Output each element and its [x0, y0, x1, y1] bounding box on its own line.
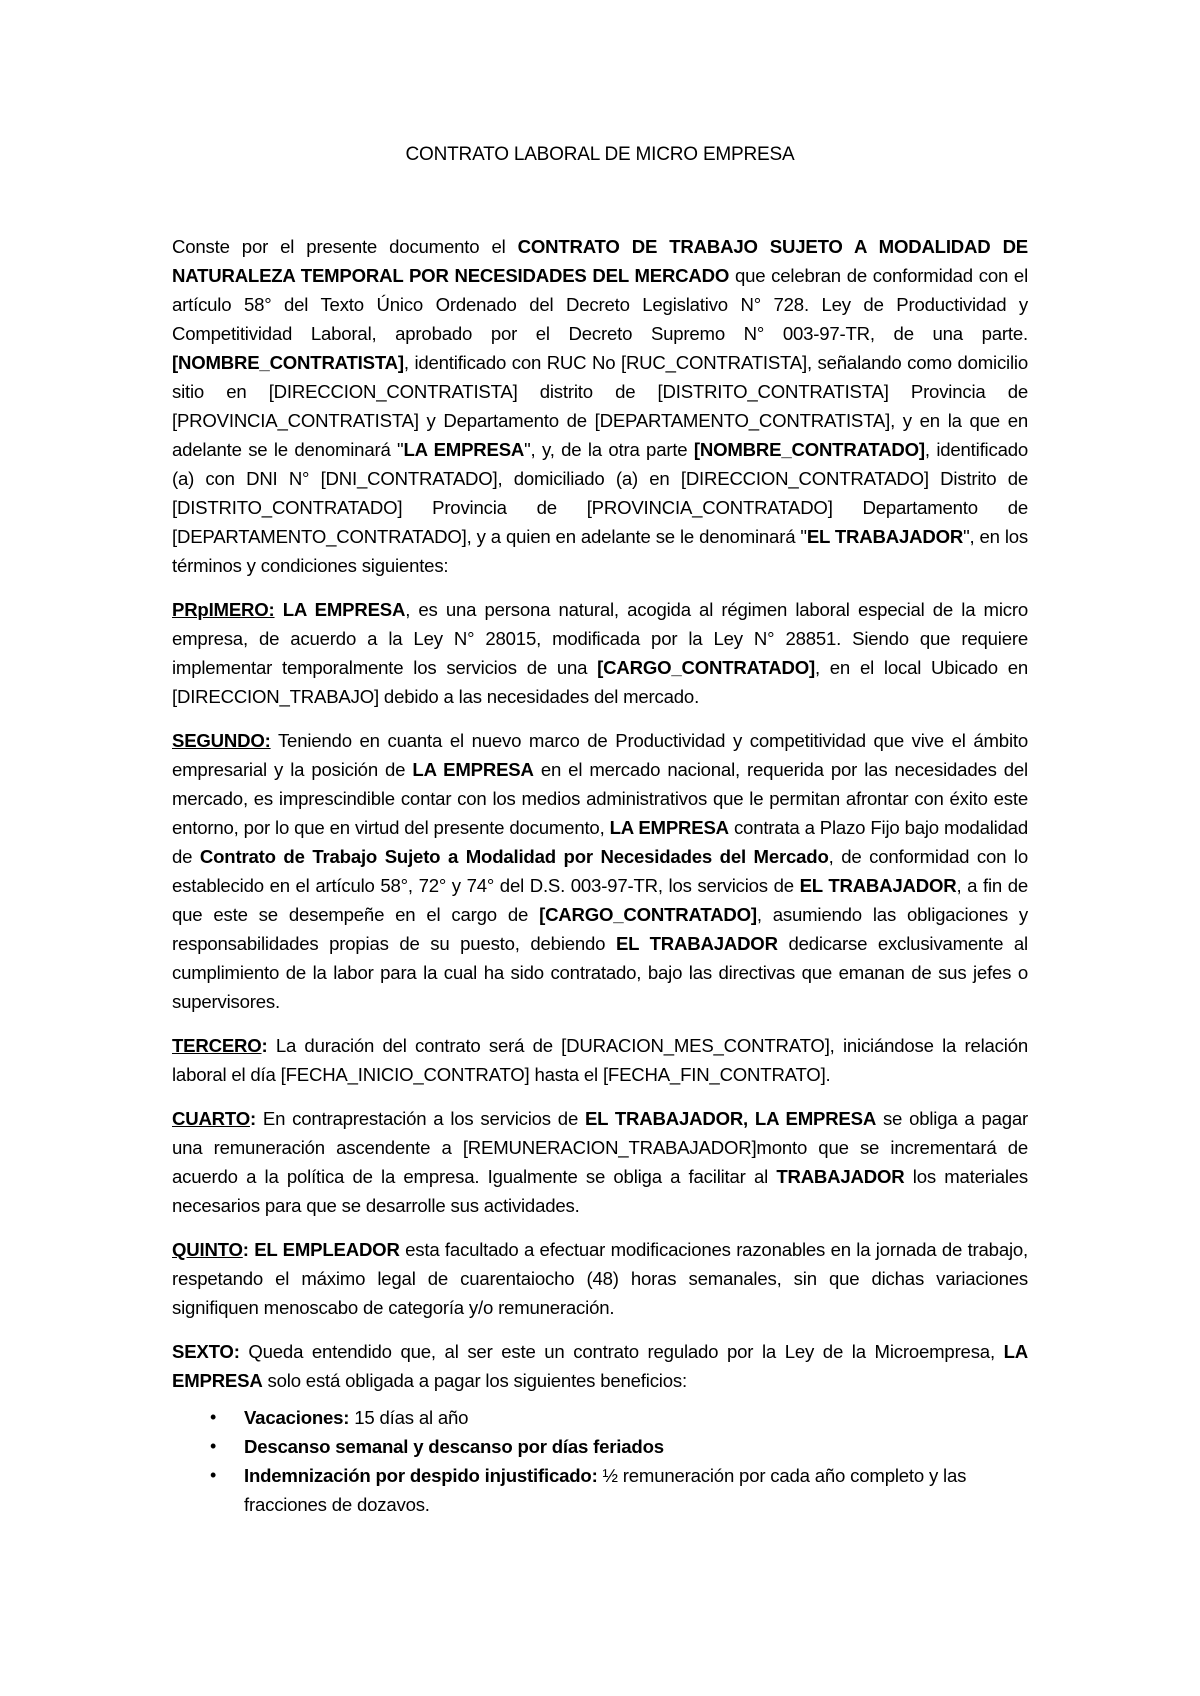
clause-primero-bold-2: [CARGO_CONTRATADO] [597, 657, 815, 678]
benefit-text: ½ remuneración por cada año completo y las fracciones de dozavos. [244, 1465, 967, 1515]
benefit-label: Descanso semanal y descanso por días feriados [244, 1436, 664, 1457]
clause-primero-text-1: , es una persona natural, acogida al régimen laboral especial de la micro empresa, de acuerdo a la Ley N° 28015, modificada por la Ley N° 28851. Siendo que requiere implementar temporalmente los servicios de una [172, 599, 1029, 678]
clause-cuarto [172, 1104, 1028, 1220]
bullet-icon: • [210, 1465, 217, 1485]
document-title: CONTRATO LABORAL DE MICRO EMPRESA [405, 144, 795, 165]
list-item [210, 1432, 1028, 1461]
clause-sexto-bold-1: LA EMPRESA [172, 1341, 1028, 1391]
clause-cuarto-heading: CUARTO [172, 1108, 250, 1129]
el-trabajador-bold: EL TRABAJADOR [806, 526, 964, 547]
clause-sexto-heading: SEXTO: [172, 1341, 240, 1362]
clause-primero-text-2: , en el local Ubicado en [DIRECCION_TRABAJO] debido a las necesidades del mercado. [172, 657, 1028, 707]
clause-segundo-bold-4: EL TRABAJADOR [799, 875, 957, 896]
clause-quinto-bold-1: EL EMPLEADOR [254, 1239, 400, 1260]
benefit-label: Indemnización por despido injustificado: [244, 1465, 598, 1486]
clause-segundo-bold-2: LA EMPRESA [609, 817, 729, 838]
clause-sexto-text-2: solo está obligada a pagar los siguientes beneficios: [262, 1370, 687, 1391]
clause-quinto-colon: : [242, 1239, 255, 1260]
clause-segundo-bold-3: Contrato de Trabajo Sujeto a Modalidad por Necesidades del Mercado [199, 846, 829, 867]
clause-cuarto-text-2: se obliga a pagar una remuneración ascendente a [REMUNERACION_TRABAJADOR]monto que se incrementará de acuerdo a la política de la empresa. Igualmente se obliga a facilitar al [172, 1108, 1028, 1187]
clause-segundo [172, 726, 1028, 1016]
benefit-text: 15 días al año [349, 1407, 469, 1428]
bullet-icon: • [210, 1436, 217, 1456]
intro-text-5: , identificado (a) con DNI N° [DNI_CONTRATADO], domiciliado (a) en [DIRECCION_CONTRATADO] Distrito de [DISTRITO_CONTRATADO] Provincia de [PROVINCIA_CONTRATADO] Departamento de [DEPARTAMENTO_CONTRATADO], y a quien en adelante se le denominará " [172, 439, 1028, 547]
clause-segundo-text-2: en el mercado nacional, requerida por las necesidades del mercado, es imprescindible contar con los medios administrativos que le permitan afrontar con éxito este entorno, por lo que en virtud del presente documento, [172, 759, 1028, 838]
contract-type-bold: CONTRATO DE TRABAJO SUJETO A MODALIDAD DE NATURALEZA TEMPORAL POR NECESIDADES DEL MERCADO [172, 236, 1029, 286]
benefits-list [172, 1403, 1028, 1519]
intro-text-4: ", y, de la otra parte [524, 439, 694, 460]
contracted-name-placeholder: [NOMBRE_CONTRATADO] [693, 439, 925, 460]
intro-text-6: ", en los términos y condiciones siguientes: [172, 526, 1029, 576]
clause-tercero-colon: : [261, 1035, 268, 1056]
clause-segundo-bold-5: [CARGO_CONTRATADO] [539, 904, 757, 925]
la-empresa-bold: LA EMPRESA [403, 439, 525, 460]
clause-primero [172, 595, 1028, 711]
clause-quinto-text-1: esta facultado a efectuar modificaciones razonables en la jornada de trabajo, respetando el máximo legal de cuarentaiocho (48) horas semanales, sin que dichas variaciones signifiquen menoscabo de categoría y/o remuneración. [172, 1239, 1028, 1318]
list-item [210, 1461, 1028, 1519]
contractor-name-placeholder: [NOMBRE_CONTRATISTA] [172, 352, 404, 373]
clause-cuarto-bold-1: EL TRABAJADOR, LA EMPRESA [584, 1108, 877, 1129]
clause-sexto-text-1: Queda entendido que, al ser este un contrato regulado por la Ley de la Microempresa, [239, 1341, 1004, 1362]
clause-primero-space [275, 599, 283, 620]
clause-sexto [172, 1337, 1028, 1395]
intro-text-2: que celebran de conformidad con el artículo 58° del Texto Único Ordenado del Decreto Legislativo N° 728. Ley de Productividad y Competitividad Laboral, aprobado por el Decreto Supremo N° 003-97-TR, de una parte. [172, 265, 1028, 344]
list-item [210, 1403, 1028, 1432]
clause-segundo-text-7: dedicarse exclusivamente al cumplimiento de la labor para la cual ha sido contratado, bajo las directivas que emanan de sus jefes o supervisores. [172, 933, 1028, 1012]
clause-cuarto-text-3: los materiales necesarios para que se desarrolle sus actividades. [172, 1166, 1029, 1216]
clause-segundo-text-6: , asumiendo las obligaciones y responsabilidades propias de su puesto, debiendo [172, 904, 1028, 954]
clause-primero-heading: PRpIMERO: [172, 599, 275, 620]
clause-primero-bold-1: LA EMPRESA [282, 599, 406, 620]
document-body [172, 232, 1028, 1519]
clause-segundo-text-1: Teniendo en cuanta el nuevo marco de Productividad y competitividad que vive el ámbito empresarial y la posición de [172, 730, 1028, 780]
intro-paragraph [172, 232, 1028, 580]
bullet-icon: • [210, 1407, 217, 1427]
clause-tercero [172, 1031, 1028, 1089]
clause-cuarto-bold-2: TRABAJADOR [776, 1166, 905, 1187]
intro-text-3: , identificado con RUC No [RUC_CONTRATISTA], señalando como domicilio sitio en [DIRECCION_CONTRATISTA] distrito de [DISTRITO_CONTRATISTA] Provincia de [PROVINCIA_CONTRATISTA] y Departamento de [DEPARTAMENTO_CONTRATISTA], y en la que en adelante se le denominará " [172, 352, 1028, 460]
clause-cuarto-colon: : [250, 1108, 256, 1129]
clause-quinto [172, 1235, 1028, 1322]
clause-segundo-text-5: , a fin de que este se desempeñe en el cargo de [172, 875, 1029, 925]
clause-segundo-text-4: , de conformidad con lo establecido en el artículo 58°, 72° y 74° del D.S. 003-97-TR, los servicios de [172, 846, 1028, 896]
clause-tercero-text-1: La duración del contrato será de [DURACION_MES_CONTRATO], iniciándose la relación laboral el día [FECHA_INICIO_CONTRATO] hasta el [FECHA_FIN_CONTRATO]. [172, 1035, 1028, 1085]
clause-segundo-heading: SEGUNDO: [172, 730, 271, 751]
clause-quinto-heading: QUINTO [172, 1239, 243, 1260]
clause-cuarto-text-1: En contraprestación a los servicios de [256, 1108, 585, 1129]
clause-tercero-heading: TERCERO [172, 1035, 262, 1056]
intro-text-1: Conste por el presente documento el [172, 236, 518, 257]
benefit-label: Vacaciones: [244, 1407, 350, 1428]
clause-segundo-bold-1: LA EMPRESA [412, 759, 534, 780]
clause-segundo-bold-6: EL TRABAJADOR [615, 933, 778, 954]
clause-segundo-text-3: contrata a Plazo Fijo bajo modalidad de [172, 817, 1028, 867]
